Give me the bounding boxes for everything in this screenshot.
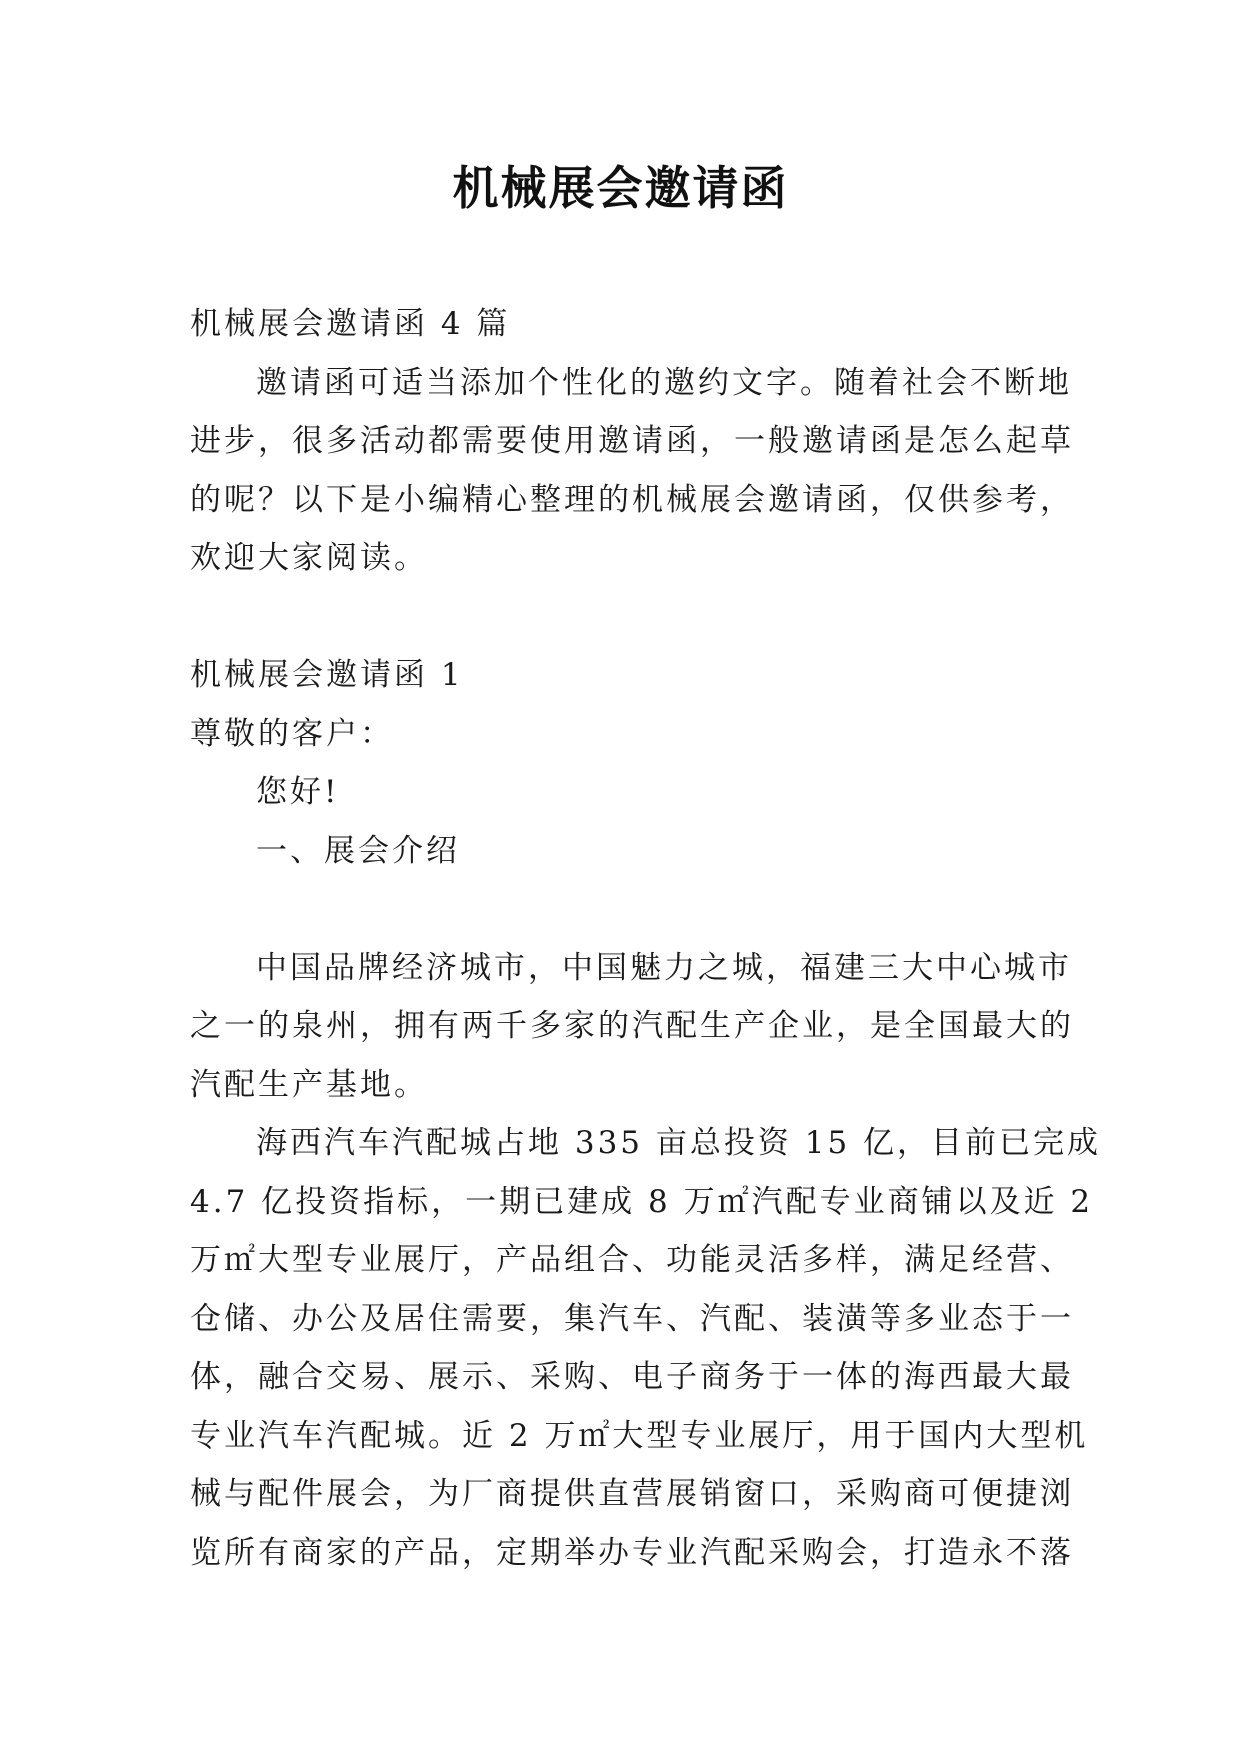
salutation: 尊敬的客户： bbox=[190, 715, 394, 752]
body-paragraph-line: 万㎡大型专业展厅，产品组合、功能灵活多样，满足经营、 bbox=[190, 1242, 1074, 1278]
subtitle-line: 机械展会邀请函 4 篇 bbox=[190, 306, 511, 342]
body-paragraph-line: 之一的泉州，拥有两千多家的汽配生产企业，是全国最大的 bbox=[190, 1008, 1074, 1044]
body-paragraph-line: 械与配件展会，为厂商提供直营展销窗口，采购商可便捷浏 bbox=[190, 1476, 1074, 1512]
body-paragraph-line: 4.7 亿投资指标，一期已建成 8 万㎡汽配专业商铺以及近 2 bbox=[190, 1183, 1094, 1220]
body-paragraph-line: 海西汽车汽配城占地 335 亩总投资 15 亿，目前已完成 bbox=[256, 1125, 1102, 1161]
body-paragraph-line: 中国品牌经济城市，中国魅力之城，福建三大中心城市 bbox=[256, 949, 1072, 986]
subsection-heading: 一、展会介绍 bbox=[256, 832, 460, 869]
document-body bbox=[190, 295, 1102, 1582]
paragraph-gap bbox=[190, 880, 1070, 939]
greeting: 您好! bbox=[256, 774, 340, 810]
body-paragraph-line: 仓储、办公及居住需要，集汽车、汽配、装潢等多业态于一 bbox=[190, 1300, 1074, 1337]
document-title: 机械展会邀请函 bbox=[452, 161, 789, 215]
body-paragraph-line: 汽配生产基地。 bbox=[190, 1066, 428, 1103]
intro-paragraph-line: 欢迎大家阅读。 bbox=[190, 540, 428, 576]
paragraph-gap bbox=[190, 588, 1070, 647]
section-heading: 机械展会邀请函 1 bbox=[190, 657, 464, 693]
body-paragraph-line: 览所有商家的产品，定期举办专业汽配采购会，打造永不落 bbox=[190, 1534, 1074, 1571]
body-paragraph-line: 专业汽车汽配城。近 2 万㎡大型专业展厅，用于国内大型机 bbox=[190, 1417, 1089, 1454]
intro-paragraph-line: 的呢？以下是小编精心整理的机械展会邀请函，仅供参考， bbox=[190, 481, 1074, 518]
body-paragraph-line: 体，融合交易、展示、采购、电子商务于一体的海西最大最 bbox=[190, 1359, 1074, 1395]
intro-paragraph-line: 进步，很多活动都需要使用邀请函，一般邀请函是怎么起草 bbox=[190, 423, 1074, 459]
intro-paragraph-line: 邀请函可适当添加个性化的邀约文字。随着社会不断地 bbox=[256, 364, 1072, 401]
